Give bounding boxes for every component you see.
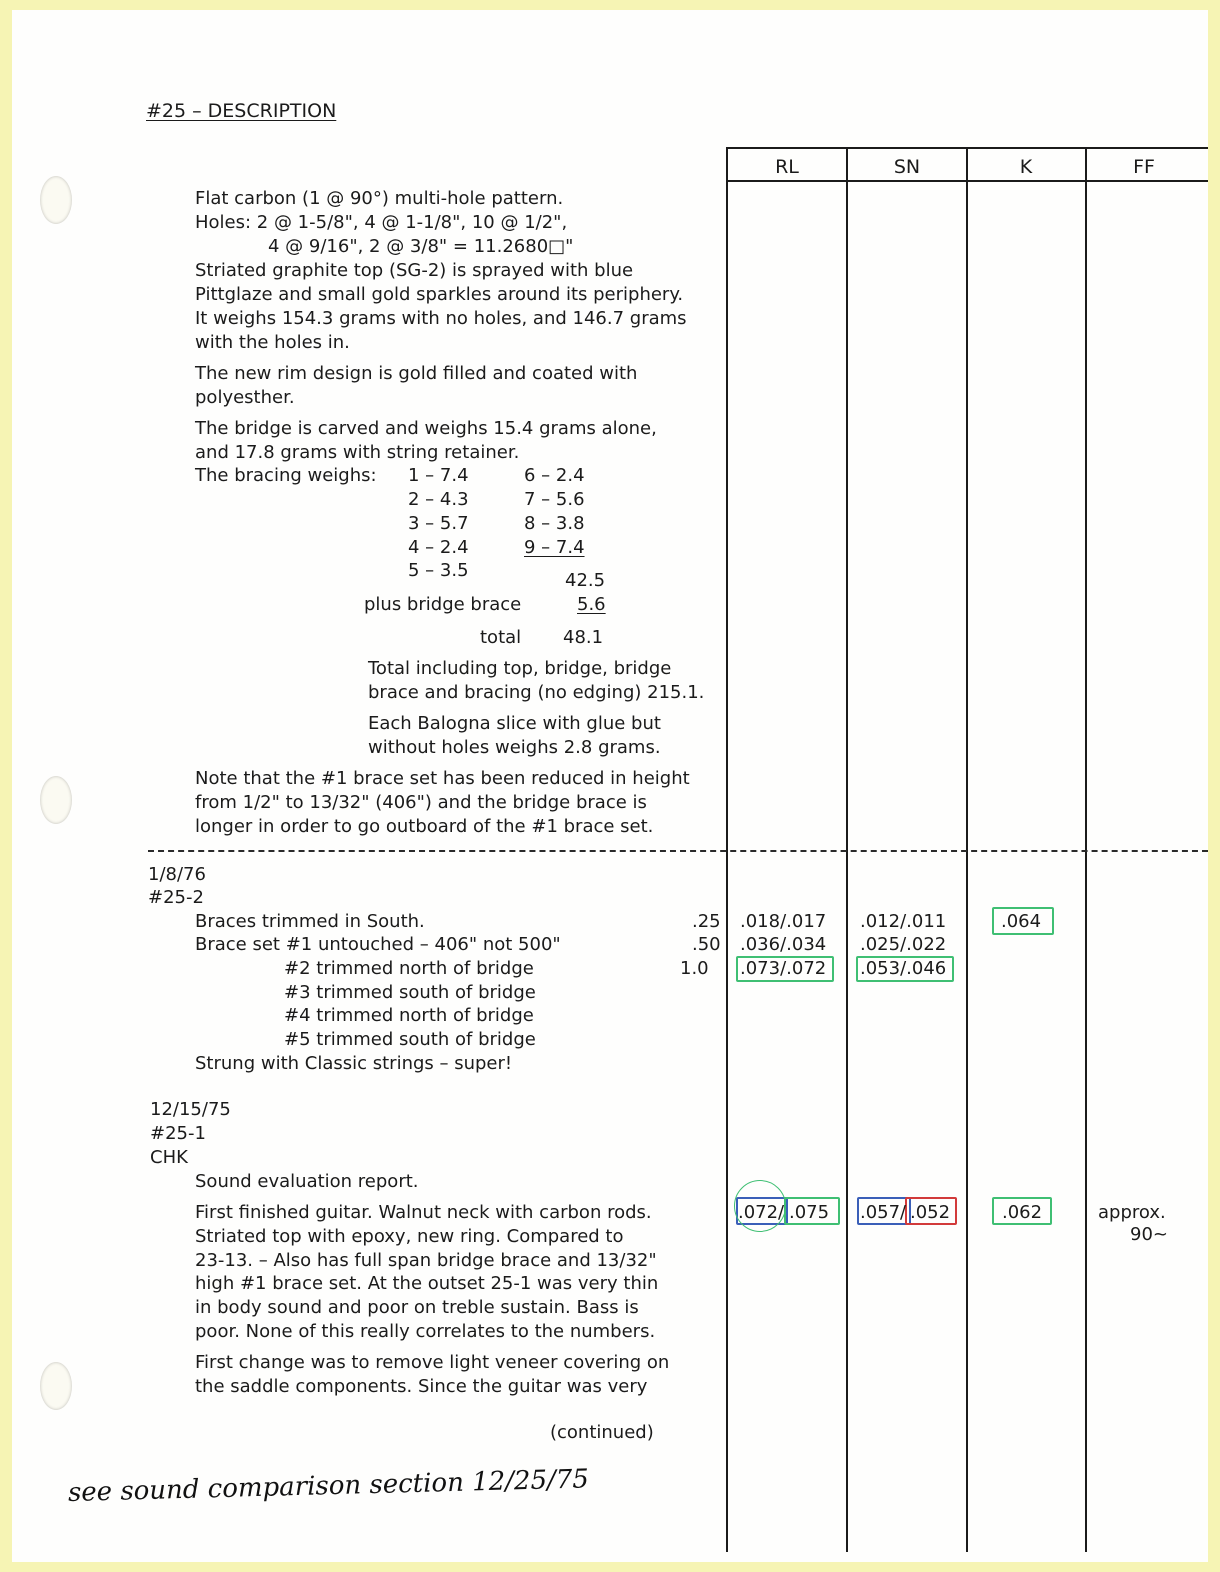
weight-value: .50	[692, 934, 721, 955]
plus-bridge-value: 5.6	[577, 594, 606, 615]
total-including-line: brace and bracing (no edging) 215.1.	[368, 682, 705, 703]
evaluation-line: Striated top with epoxy, new ring. Compared to	[195, 1226, 624, 1247]
handwritten-note: see sound comparison section 12/25/75	[67, 1464, 590, 1508]
entry-line: #4 trimmed north of bridge	[284, 1005, 534, 1026]
entry-line: #3 trimmed south of bridge	[284, 982, 536, 1003]
entry-line: #2 trimmed north of bridge	[284, 958, 534, 979]
sn-highlight-box	[856, 956, 954, 982]
page-title: #25 – DESCRIPTION	[146, 100, 337, 122]
bracing-weight: 6 – 2.4	[524, 465, 585, 486]
description-line: Flat carbon (1 @ 90°) multi-hole pattern.	[195, 188, 564, 209]
binder-hole-top	[40, 176, 72, 224]
bracing-weight: 2 – 4.3	[408, 489, 469, 510]
evaluation-line: poor. None of this really correlates to the numbers.	[195, 1321, 656, 1342]
k-value: .064	[1001, 911, 1042, 932]
rl-separator: /	[778, 1202, 785, 1223]
description-line: and 17.8 grams with string retainer.	[195, 442, 520, 463]
evaluation-line: the saddle components. Since the guitar was very	[195, 1376, 648, 1397]
description-line: The new rim design is gold filled and coated with	[195, 363, 638, 384]
bracing-weight: 8 – 3.8	[524, 513, 585, 534]
sn-value: .052	[910, 1202, 951, 1223]
section-divider	[148, 850, 1208, 852]
entry-line: Brace set #1 untouched – 406" not 500"	[195, 934, 561, 955]
bracing-weight: 5 – 3.5	[408, 560, 469, 581]
total-label: total	[480, 627, 522, 648]
rl-value: .073/.072	[740, 958, 827, 979]
note-line: from 1/2" to 13/32" (406") and the bridge brace is	[195, 792, 647, 813]
entry-line: Braces trimmed in South.	[195, 911, 425, 932]
continued-label: (continued)	[550, 1422, 654, 1443]
column-header-ff: FF	[1133, 156, 1155, 178]
rl-value: .036/.034	[740, 934, 827, 955]
description-line: Striated graphite top (SG-2) is sprayed with blue	[195, 260, 634, 281]
entry-heading: Sound evaluation report.	[195, 1171, 419, 1192]
entry-line: #5 trimmed south of bridge	[284, 1029, 536, 1050]
bracing-weight: 9 – 7.4	[524, 537, 585, 558]
evaluation-line: First finished guitar. Walnut neck with carbon rods.	[195, 1202, 652, 1223]
description-line: It weighs 154.3 grams with no holes, and 146.7 grams	[195, 308, 687, 329]
binder-hole-middle	[40, 776, 72, 824]
bracing-weight: 7 – 5.6	[524, 489, 585, 510]
binder-hole-bottom	[40, 1362, 72, 1410]
document-page	[12, 10, 1208, 1562]
bracing-weight: 3 – 5.7	[408, 513, 469, 534]
sn-value: .012/.011	[860, 911, 947, 932]
total-including-line: Total including top, bridge, bridge	[368, 658, 672, 679]
ff-value: 90~	[1130, 1224, 1168, 1245]
sn-separator: /	[900, 1202, 907, 1223]
rl-highlight-box	[736, 956, 834, 982]
weight-value: 1.0	[680, 958, 709, 979]
description-line: with the holes in.	[195, 332, 350, 353]
column-header-k: K	[1019, 156, 1033, 178]
entry-id: #25-1	[150, 1123, 206, 1144]
k-value: .062	[1002, 1202, 1043, 1223]
bracing-weight: 4 – 2.4	[408, 537, 469, 558]
note-line: Note that the #1 brace set has been reduced in height	[195, 768, 690, 789]
description-line: Holes: 2 @ 1-5/8", 4 @ 1-1/8", 10 @ 1/2",	[195, 212, 568, 233]
weight-value: .25	[692, 911, 721, 932]
sn-value: .025/.022	[860, 934, 947, 955]
rl-value: .075	[789, 1202, 830, 1223]
bracing-label: The bracing weighs:	[195, 465, 377, 486]
evaluation-line: 23-13. – Also has full span bridge brace and 13/32"	[195, 1250, 657, 1271]
sn-value: .057	[860, 1202, 901, 1223]
ff-value: approx.	[1098, 1202, 1166, 1223]
entry-date: 1/8/76	[148, 864, 206, 885]
balogna-line: Each Balogna slice with glue but	[368, 713, 661, 734]
bracing-subtotal: 42.5	[565, 570, 606, 591]
entry-id: #25-2	[148, 887, 204, 908]
k-highlight-box	[992, 907, 1054, 935]
note-line: longer in order to go outboard of the #1 brace set.	[195, 816, 654, 837]
entry-line: Strung with Classic strings – super!	[195, 1053, 513, 1074]
description-line: The bridge is carved and weighs 15.4 grams alone,	[195, 418, 657, 439]
column-header-sn: SN	[893, 156, 921, 178]
entry-initials: CHK	[150, 1147, 188, 1168]
rl-value: .072	[738, 1202, 779, 1223]
evaluation-line: First change was to remove light veneer covering on	[195, 1352, 670, 1373]
evaluation-line: in body sound and poor on treble sustain. Bass is	[195, 1297, 639, 1318]
column-header-rl: RL	[775, 156, 799, 178]
bracing-weight: 1 – 7.4	[408, 465, 469, 486]
entry-date: 12/15/75	[150, 1099, 231, 1120]
rl-value: .018/.017	[740, 911, 827, 932]
description-line: 4 @ 9/16", 2 @ 3/8" = 11.2680□"	[268, 236, 574, 257]
evaluation-line: high #1 brace set. At the outset 25-1 was very thin	[195, 1273, 659, 1294]
plus-bridge-label: plus bridge brace	[364, 594, 522, 615]
description-line: polyesther.	[195, 387, 295, 408]
total-value: 48.1	[563, 627, 604, 648]
balogna-line: without holes weighs 2.8 grams.	[368, 737, 661, 758]
sn-value: .053/.046	[860, 958, 947, 979]
description-line: Pittglaze and small gold sparkles around its periphery.	[195, 284, 684, 305]
